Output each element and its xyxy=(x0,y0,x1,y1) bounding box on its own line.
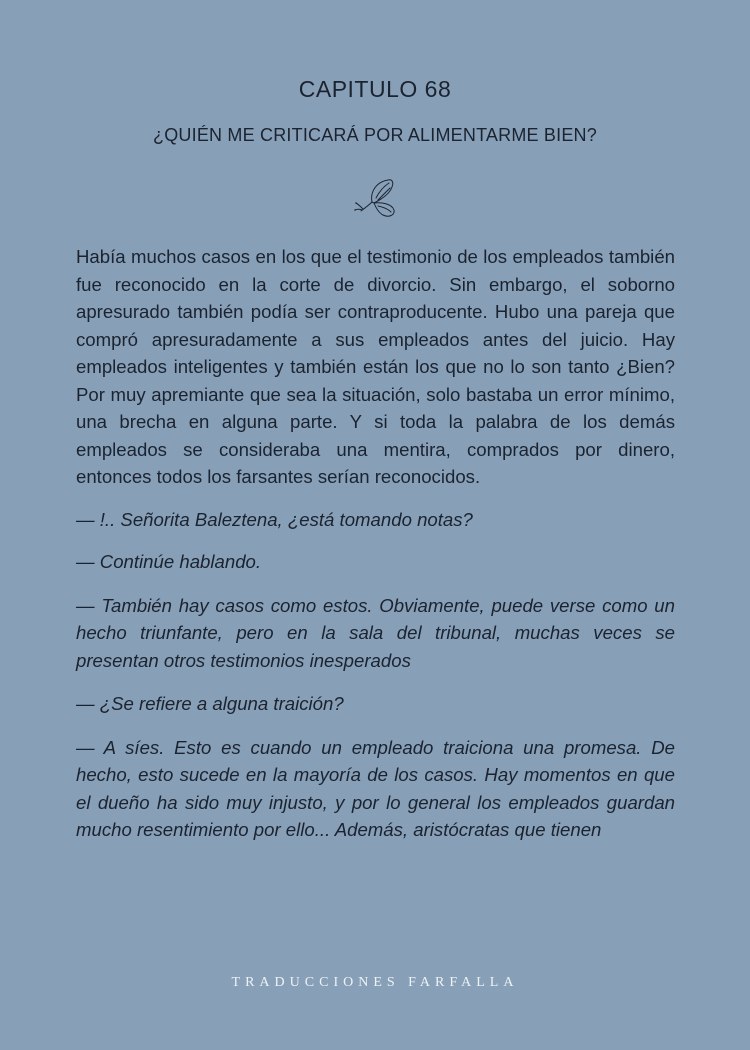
dialogue-line: — A síes. Esto es cuando un empleado traiciona una promesa. De hecho, esto sucede en la mayoría de los casos. Hay momentos en que el dueño ha sido muy injusto, y por lo general los empleados guardan mucho resentimiento por ello... Además, aristócratas que tienen xyxy=(76,736,675,840)
dialogue-line: — !.. Señorita Baleztena, ¿está tomando notas? xyxy=(76,508,473,530)
narrative-paragraph: Había muchos casos en los que el testimonio de los empleados también fue reconocido en la corte de divorcio. Sin embargo, el soborno apresurado también podía ser contraproducente. Hubo una pareja que compró apresuradamente a sus empleados antes del juicio. Hay empleados inteligentes y también están los que no lo son tanto ¿Bien? Por muy apremiante que sea la situación, solo bastaba un error mínimo, una brecha en alguna parte. Y si toda la palabra de los demás empleados se consideraba una mentira, comprados por dinero, entonces todos los farsantes serían reconocidos. xyxy=(76,246,675,487)
translator-credit: TRADUCCIONES FARFALLA xyxy=(231,975,519,990)
chapter-title: CAPITULO 68 xyxy=(298,76,452,102)
dialogue-line: — También hay casos como estos. Obviamente, puede verse como un hecho triunfante, pero en la sala del tribunal, muchas veces se presentan otros testimonios inesperados xyxy=(76,594,675,671)
butterfly-icon xyxy=(352,178,398,220)
dialogue-line: — ¿Se refiere a alguna traición? xyxy=(76,693,344,714)
chapter-body xyxy=(76,243,675,844)
dialogue-line: — Continúe hablando. xyxy=(76,551,262,572)
chapter-subtitle: ¿QUIÉN ME CRITICARÁ POR ALIMENTARME BIEN? xyxy=(153,125,597,145)
